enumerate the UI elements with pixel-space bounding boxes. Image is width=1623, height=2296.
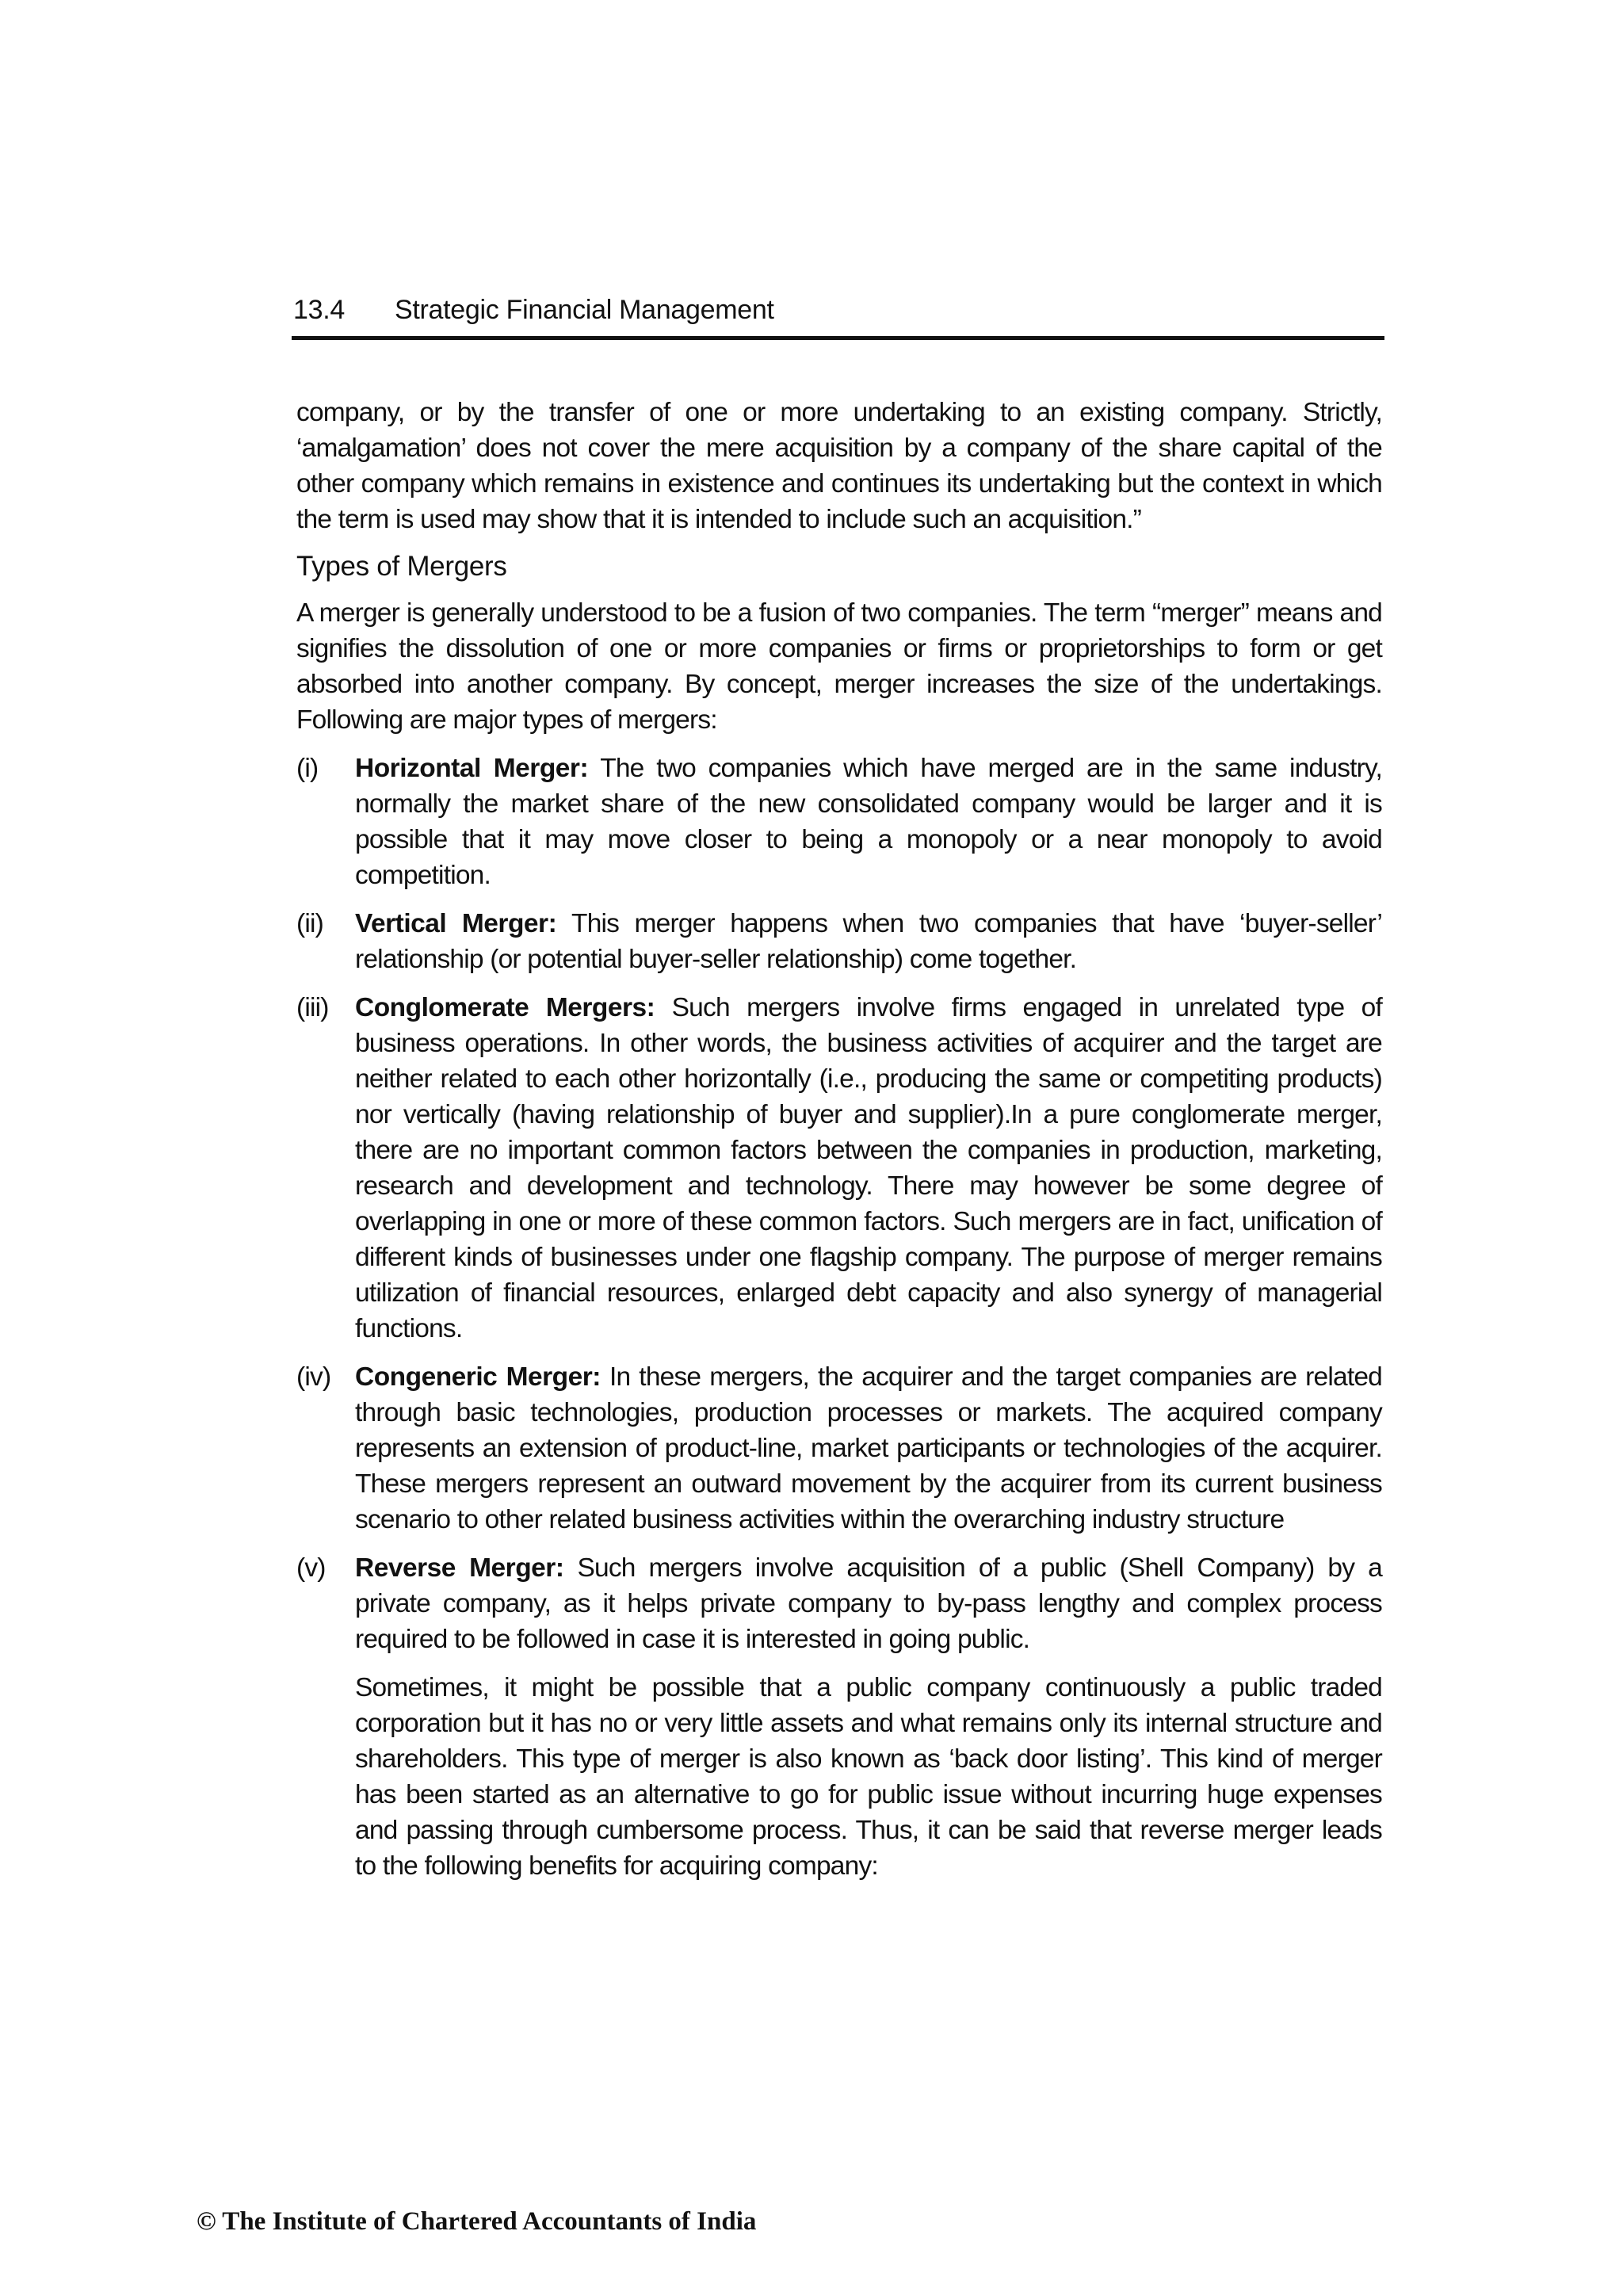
term-description: The two companies which have merged are in the same industry, normally the market share of the new consolidated company would be larger and it is possible that it may move closer to being a monopoly or a near monopoly to avoid competition.	[355, 754, 1382, 890]
list-marker: (i)	[296, 754, 319, 783]
reverse-merger-extra-paragraph: Sometimes, it might be possible that a public company continuously a public traded corporation but it has no or very little assets and what remains only its internal structure and shareholders. This type of merger is also known as ‘back door listing’. This kind of merger has been started as an alternative to go for public issue without incurring huge expenses and passing through cumbersome process. Thus, it can be said that reverse merger leads to the following benefits for acquiring company:	[355, 1673, 1382, 1881]
term-label: Reverse Merger:	[355, 1553, 564, 1583]
term-label: Congeneric Merger:	[355, 1362, 601, 1392]
header-rule	[292, 336, 1384, 340]
page-number: 13.4	[293, 295, 345, 325]
running-title: Strategic Financial Management	[395, 295, 774, 325]
merger-types-list	[296, 751, 1382, 1884]
list-marker: (ii)	[296, 909, 323, 938]
list-marker: (iv)	[296, 1362, 331, 1392]
term-description: This merger happens when two companies that have ‘buyer-seller’ relationship (or potential buyer-seller relationship) come together.	[355, 909, 1382, 974]
body-text	[296, 395, 1382, 1897]
list-marker: (iii)	[296, 993, 329, 1022]
list-item-congeneric-merger	[296, 1359, 1382, 1538]
list-item-paragraph	[355, 1359, 1382, 1538]
term-description: In these mergers, the acquirer and the target companies are related through basic technologies, production processes or markets. The acquired company represents an extension of product-line, market participants or technologies of the acquirer. These mergers represent an outward movement by the acquirer from its current business scenario to other related business activities within the overarching industry structure	[355, 1362, 1383, 1534]
term-label: Vertical Merger:	[355, 909, 557, 938]
section-heading: Types of Mergers	[296, 551, 507, 582]
term-description: Such mergers involve firms engaged in unrelated type of business operations. In other words, the business activities of acquirer and the target are neither related to each other horizontally (i.e., producing the same or competiting products) nor vertically (having relationship of buyer and supplier).In a pure conglomerate merger, there are no important common factors between the companies in production, marketing, research and development and technology. There may however be some degree of overlapping in one or more of these common factors. Such mergers are in fact, unification of different kinds of businesses under one flagship company. The purpose of merger remains utilization of financial resources, enlarged debt capacity and also synergy of managerial functions.	[355, 993, 1382, 1343]
list-item-paragraph	[355, 990, 1382, 1347]
list-item-conglomerate-mergers	[296, 990, 1382, 1347]
section-intro-paragraph: A merger is generally understood to be a fusion of two companies. The term “merger” means and signifies the dissolution of one or more companies or firms or proprietorships to form or get absorbed into another company. By concept, merger increases the size of the undertakings. Following are major types of mergers:	[296, 598, 1382, 735]
list-item-paragraph	[355, 906, 1382, 977]
page-footer: © The Institute of Chartered Accountants of India	[197, 2207, 757, 2236]
term-label: Conglomerate Mergers:	[355, 993, 655, 1022]
list-item-horizontal-merger	[296, 751, 1382, 893]
term-description: Such mergers involve acquisition of a public (Shell Company) by a private company, as it helps private company to by-pass lengthy and complex process required to be followed in case it is interested in going public.	[355, 1553, 1382, 1654]
page-header	[293, 295, 1384, 326]
list-item-paragraph	[355, 1550, 1382, 1657]
list-item-vertical-merger	[296, 906, 1382, 977]
intro-paragraph: company, or by the transfer of one or more undertaking to an existing company. Strictly, ‘amalgamation’ does not cover the mere acquisition by a company of the share capital of the other company which remains in existence and continues its undertaking but the context in which the term is used may show that it is intended to include such an acquisition.”	[296, 398, 1382, 534]
list-item-paragraph	[355, 751, 1382, 893]
list-marker: (v)	[296, 1553, 326, 1583]
list-item-reverse-merger	[296, 1550, 1382, 1884]
term-label: Horizontal Merger:	[355, 754, 589, 783]
